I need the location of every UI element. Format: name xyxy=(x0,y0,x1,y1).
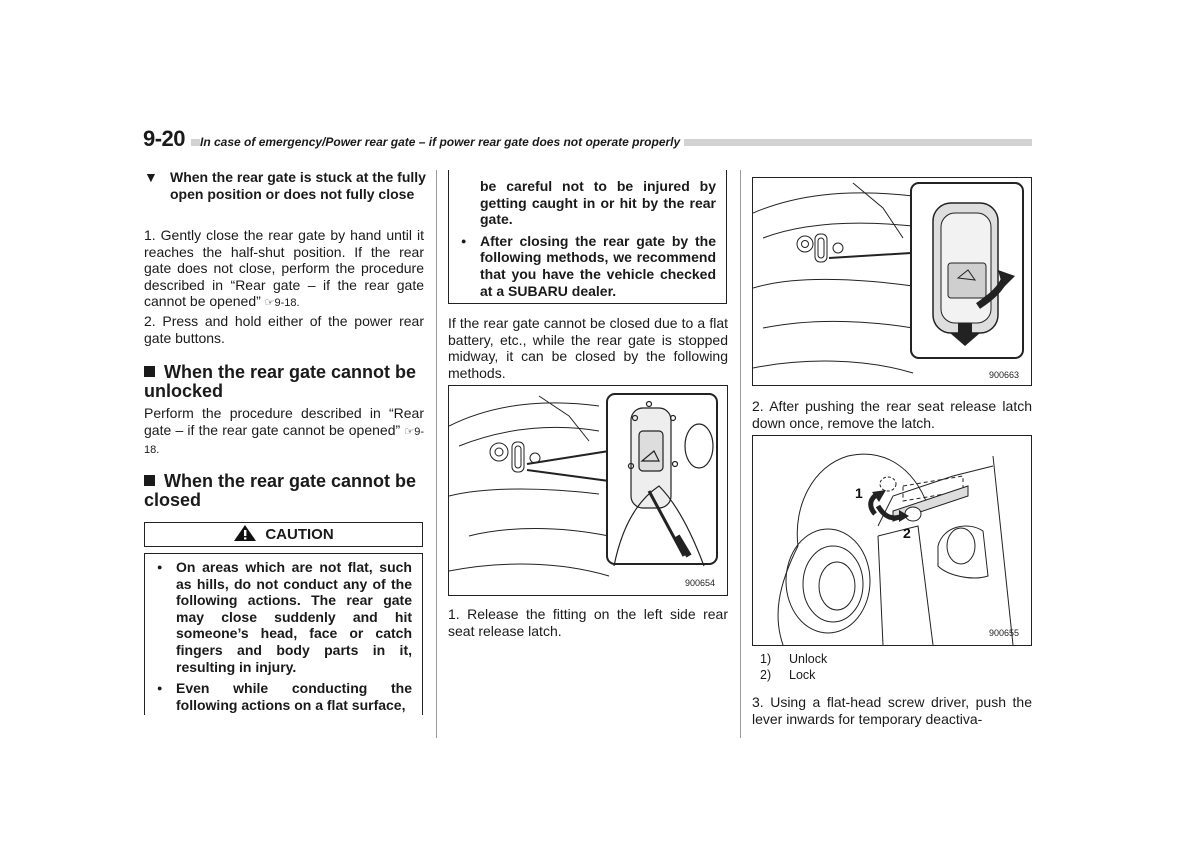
figure-latch-push xyxy=(752,177,1032,386)
legend-text: Lock xyxy=(789,668,816,682)
square-bullet-icon xyxy=(144,366,155,377)
caution-bullet-3-text: After closing the rear gate by the following methods, we recommend that you have the vehicle checked at a SUBARU dealer. xyxy=(480,232,716,299)
caution-box-left xyxy=(144,553,423,715)
release-fitting-illustration xyxy=(449,386,727,595)
legend-text: Unlock xyxy=(789,652,828,666)
legend-item-lock xyxy=(760,667,815,683)
figure-code: 900655 xyxy=(989,628,1020,638)
step-2-paragraph xyxy=(144,313,424,346)
caution-bullet-3 xyxy=(449,233,716,299)
latch-push-illustration xyxy=(753,178,1031,385)
column-divider xyxy=(436,170,437,738)
heading-cannot-unlock-text: When the rear gate cannot be unlocked xyxy=(144,362,417,401)
bullet-dot: ● xyxy=(157,562,163,572)
latch-lock-illustration xyxy=(753,436,1031,645)
bullet-dot: ● xyxy=(157,683,163,694)
page-number: 9-20 xyxy=(143,126,191,152)
column-divider xyxy=(740,170,741,738)
figure-code: 900654 xyxy=(685,578,716,588)
figure-release-fitting xyxy=(448,385,728,596)
intro-paragraph xyxy=(448,315,728,381)
legend-item-unlock xyxy=(760,651,827,667)
warning-triangle-icon xyxy=(233,524,257,542)
step-1-paragraph xyxy=(144,227,424,312)
release-step-text: 1. Release the fitting on the left side rear seat release latch. xyxy=(448,606,728,639)
figure-code: 900663 xyxy=(989,370,1020,380)
square-bullet-icon xyxy=(144,475,155,486)
caution-bullet-2 xyxy=(145,680,412,713)
heading-cannot-close xyxy=(144,472,426,510)
heading-cannot-unlock xyxy=(144,363,426,401)
unlock-paragraph xyxy=(144,405,424,459)
caution-bullet-2-text: Even while conducting the following actions on a flat surface, xyxy=(176,680,412,713)
bullet-dot: ● xyxy=(461,235,467,246)
page-reference: ☞9-18. xyxy=(264,297,300,310)
remove-latch-step xyxy=(752,398,1032,431)
heading-cannot-close-text: When the rear gate cannot be closed xyxy=(144,471,417,510)
caution-bullet-1 xyxy=(145,559,412,675)
caution-header xyxy=(144,522,423,547)
step-2-text: 2. Press and hold either of the power rear gate buttons. xyxy=(144,313,424,346)
caution-continued-text: be careful not to be injured by getting caught in or hit by the rear gate. xyxy=(480,178,716,228)
legend-number: 2) xyxy=(760,668,772,682)
callout-2: 2 xyxy=(903,525,911,541)
release-step xyxy=(448,606,728,639)
caution-box-continued xyxy=(448,170,727,304)
remove-latch-text: 2. After pushing the rear seat release latch down once, remove the latch. xyxy=(752,398,1032,431)
figure-latch-lock xyxy=(752,435,1032,646)
sub-heading-marker: ▼ xyxy=(144,169,158,185)
unlock-text: Perform the procedure described in “Rear gate – if the rear gate cannot be opened” xyxy=(144,405,424,438)
screwdriver-step xyxy=(752,694,1032,727)
section-title: In case of emergency/Power rear gate – if power rear gate does not operate properly xyxy=(200,134,684,150)
intro-text: If the rear gate cannot be closed due to a flat battery, etc., while the rear gate is stopped midway, it can be closed by the following methods. xyxy=(448,315,728,381)
caution-bullet-1-text: On areas which are not flat, such as hills, do not conduct any of the following actions. The rear gate may close suddenly and hit someone’s head, face or catch fingers and body parts in it, resulting in injury. xyxy=(176,559,412,675)
caution-label: CAUTION xyxy=(265,526,334,543)
page-reference: ☞9-18. xyxy=(144,425,425,457)
callout-1: 1 xyxy=(855,485,863,501)
sub-heading: When the rear gate is stuck at the fully open position or does not fully close xyxy=(170,169,426,202)
legend-number: 1) xyxy=(760,652,772,666)
screwdriver-step-text: 3. Using a flat-head screw driver, push the lever inwards for temporary deactiva- xyxy=(752,694,1032,727)
step-1-text: 1. Gently close the rear gate by hand until it reaches the half-shut position. If the rear gate does not close, perform the procedure described in “Rear gate – if the rear gate cannot be opened” xyxy=(144,227,424,310)
